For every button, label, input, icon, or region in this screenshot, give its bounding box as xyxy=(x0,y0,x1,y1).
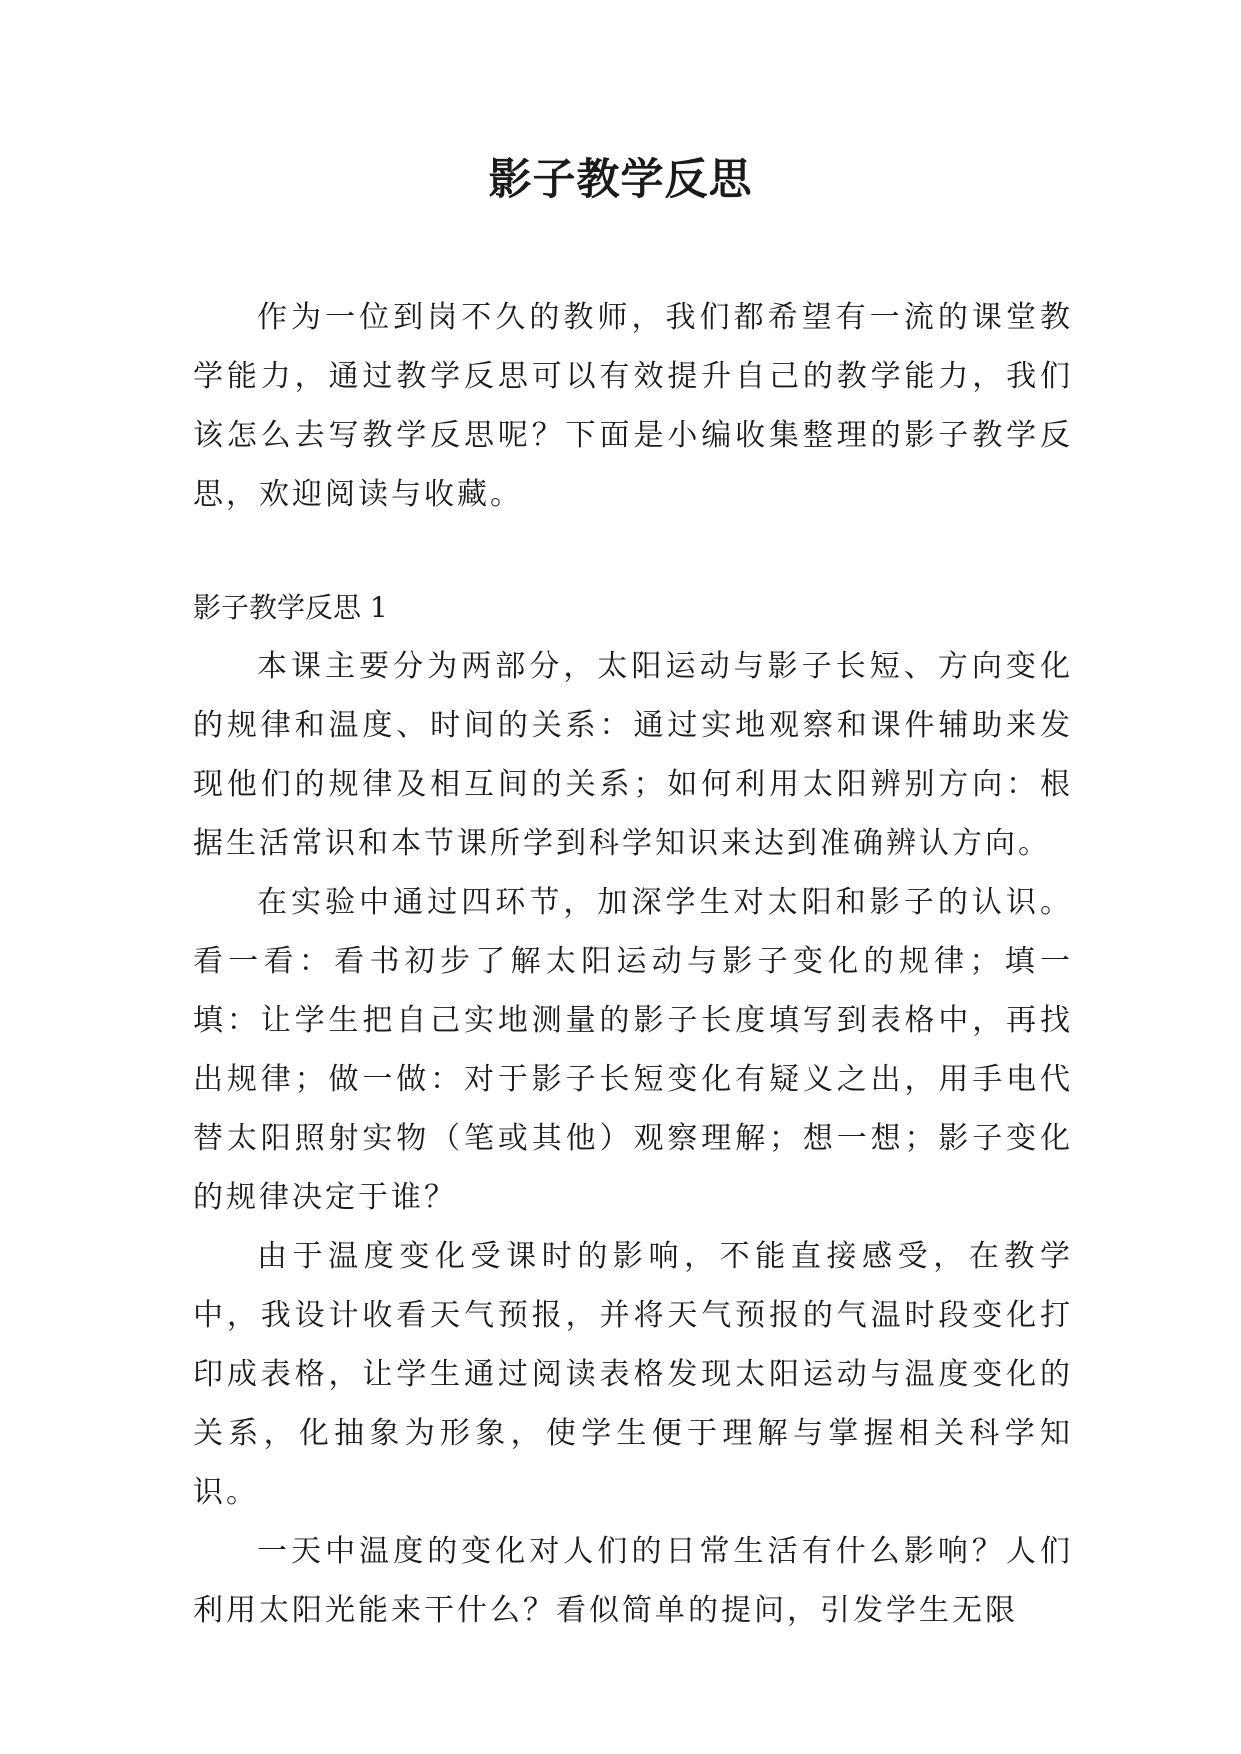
intro-paragraph: 作为一位到岗不久的教师，我们都希望有一流的课堂教学能力，通过教学反思可以有效提升自己的教学能力，我们该怎么去写教学反思呢？下面是小编收集整理的影子教学反思，欢迎阅读与收藏。 xyxy=(193,300,1073,512)
document-title: 影子教学反思 xyxy=(488,155,753,205)
section-heading: 影子教学反思 1 xyxy=(193,591,388,624)
document-body xyxy=(193,288,1073,1640)
body-paragraph: 在实验中通过四环节，加深学生对太阳和影子的认识。看一看：看书初步了解太阳运动与影子变化的规律；填一填：让学生把自己实地测量的影子长度填写到表格中，再找出规律；做一做：对于影子长短变化有疑义之出，用手电代替太阳照射实物（笔或其他）观察理解；想一想；影子变化的规律决定于谁？ xyxy=(193,885,1073,1215)
body-paragraph: 一天中温度的变化对人们的日常生活有什么影响？人们利用太阳光能来干什么？看似简单的提问，引发学生无限 xyxy=(193,1534,1073,1628)
body-paragraph: 本课主要分为两部分，太阳运动与影子长短、方向变化的规律和温度、时间的关系：通过实地观察和课件辅助来发现他们的规律及相互间的关系；如何利用太阳辨别方向：根据生活常识和本节课所学到科学知识来达到准确辨认方向。 xyxy=(193,649,1073,861)
body-paragraph: 由于温度变化受课时的影响，不能直接感受，在教学中，我设计收看天气预报，并将天气预报的气温时段变化打印成表格，让学生通过阅读表格发现太阳运动与温度变化的关系，化抽象为形象，使学生便于理解与掌握相关科学知识。 xyxy=(193,1239,1073,1510)
